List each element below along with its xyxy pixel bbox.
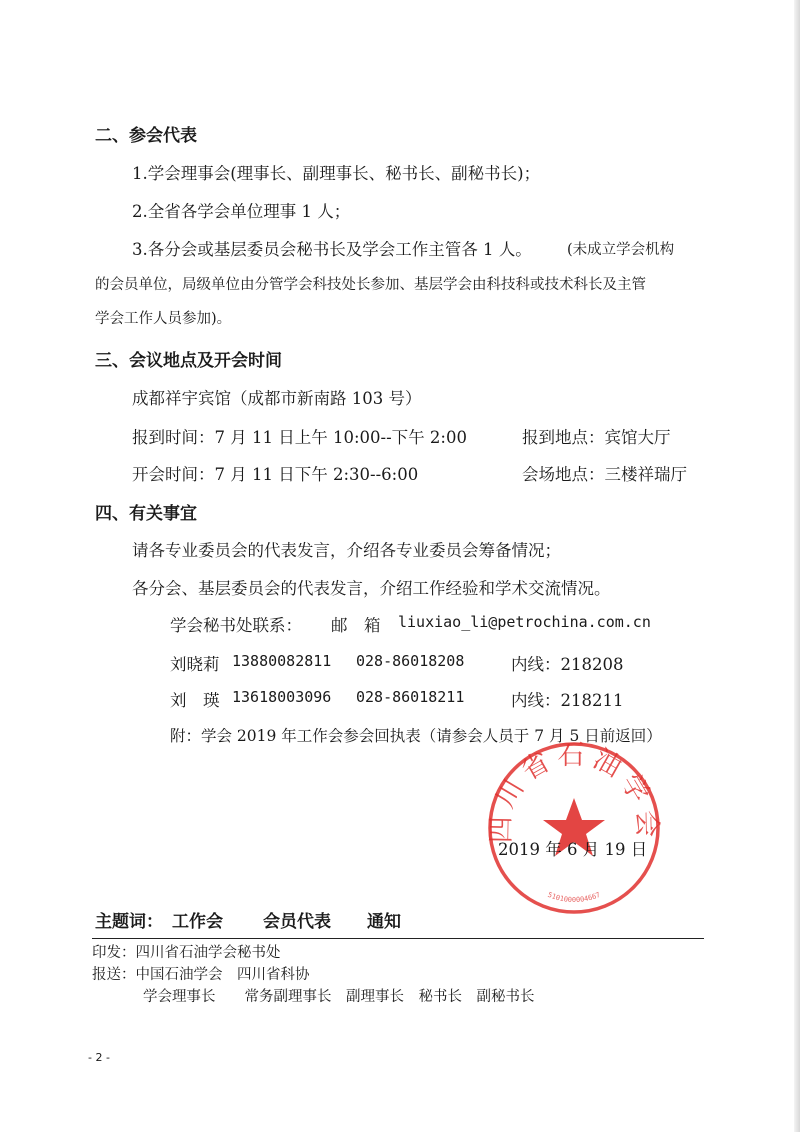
keyword-2: 会员代表: [263, 912, 331, 932]
email-label: 邮 箱: [331, 616, 381, 635]
sent-to-line1: 报送：中国石油学会 四川省科协: [92, 967, 310, 983]
section2-item3-note-b: 的会员单位，局级单位由分管学会科技处长参加、基层学会由科技科或技术科长及主管: [95, 277, 646, 293]
issued-by: 印发：四川省石油学会秘书处: [92, 945, 281, 961]
sent-to-line2: 学会理事长 常务副理事长 副理事长 秘书长 副秘书长: [143, 989, 535, 1005]
keyword-3: 通知: [367, 912, 401, 932]
section2-item3-note-c: 学会工作人员参加)。: [95, 311, 232, 327]
contact2-name: 刘 瑛: [170, 691, 220, 710]
section2-heading: 二、参会代表: [95, 126, 197, 146]
scan-edge: [794, 0, 800, 1132]
section3-heading: 三、会议地点及开会时间: [95, 351, 282, 371]
venue: 成都祥宇宾馆（成都市新南路 103 号）: [132, 389, 422, 408]
contact1-mobile: 13880082811: [232, 652, 332, 670]
contact2-ext: 内线：218211: [511, 691, 624, 710]
footer-divider: [92, 938, 704, 939]
section2-item3-note-a: (未成立学会机构: [567, 242, 675, 258]
official-seal-icon: [486, 740, 662, 916]
contact1-phone: 028-86018208: [356, 652, 465, 670]
meeting-time: 开会时间：7 月 11 日下午 2:30--6:00: [132, 465, 419, 484]
page-number: - 2 -: [88, 1051, 110, 1064]
section4-line2: 各分会、基层委员会的代表发言，介绍工作经验和学术交流情况。: [132, 579, 611, 598]
section4-heading: 四、有关事宜: [95, 504, 197, 524]
contact1-ext: 内线：218208: [511, 655, 624, 674]
email-address: liuxiao_li@petrochina.com.cn: [398, 613, 651, 631]
meeting-place: 会场地点：三楼祥瑞厅: [522, 465, 687, 484]
contact2-phone: 028-86018211: [356, 688, 465, 706]
svg-text:5101000004667: 5101000004667: [546, 890, 602, 905]
attachment-note: 附：学会 2019 年工作会参会回执表（请参会人员于 7 月 5 日前返回）: [170, 727, 662, 745]
section2-item2: 2.全省各学会单位理事 1 人；: [132, 202, 351, 221]
section2-item1: 1.学会理事会(理事长、副理事长、秘书长、副秘书长)；: [132, 164, 541, 183]
checkin-place: 报到地点：宾馆大厅: [522, 428, 671, 447]
svg-text:四川省石油学会: 四川省石油学会: [486, 740, 662, 844]
contact2-mobile: 13618003096: [232, 688, 332, 706]
contact-label: 学会秘书处联系：: [170, 616, 302, 635]
signature-date: 2019 年 6 月 19 日: [498, 840, 648, 859]
section2-item3-main: 3.各分会或基层委员会秘书长及学会工作主管各 1 人。: [132, 240, 532, 259]
checkin-time: 报到时间：7 月 11 日上午 10:00--下午 2:00: [132, 428, 467, 447]
keyword-1: 工作会: [172, 912, 223, 932]
keywords-label: 主题词：: [95, 912, 163, 932]
contact1-name: 刘晓莉: [170, 655, 220, 674]
section4-line1: 请各专业委员会的代表发言，介绍各专业委员会筹备情况；: [132, 541, 561, 560]
